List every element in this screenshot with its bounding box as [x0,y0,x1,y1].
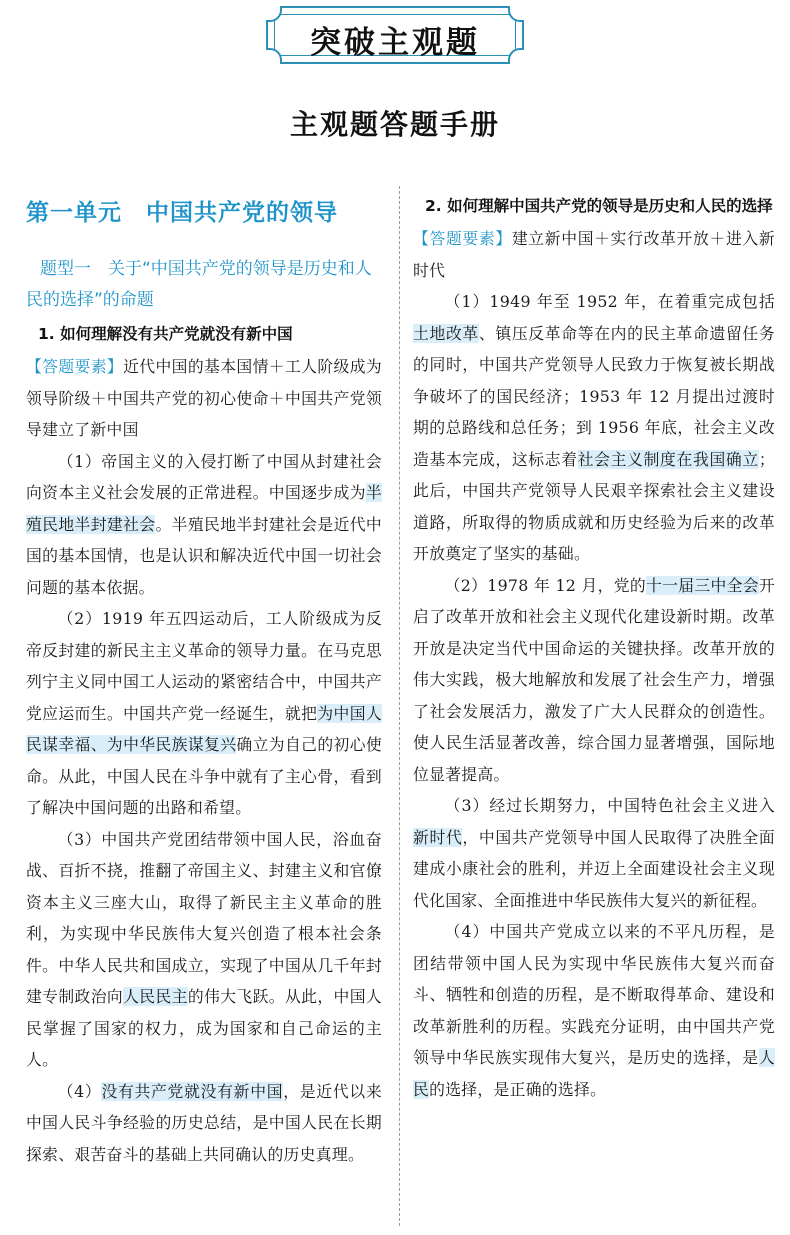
paragraph-text: ；此后，中国共产党领导人民艰辛探索社会主义建设道路，所取得的物质成就和历史经验为后来的改革开放奠定了坚实的基础。 [413,449,775,563]
paragraph-text: （3）中国共产党团结带领中国人民，浴血奋战、百折不挠，推翻了帝国主义、封建主义和官僚资本主义三座大山，取得了新民主主义革命的胜利，为实现中华民族伟大复兴创造了根本社会条件。中华人民共和国成立，实现了中国从几千年封建专制政治向 [26,829,382,1006]
paragraph-text: 的伟大飞跃。从此，中国人民掌握了国家的权力，成为国家和自己命运的主人。 [26,987,382,1069]
highlighted-keyword: 新时代 [413,827,463,847]
left-column [26,190,382,1170]
paragraph-text: （1）1949 年至 1952 年，在着重完成包括 [444,292,775,311]
highlighted-keyword: 社会主义制度在我国确立 [577,449,759,469]
paragraph-text: （2）1919 年五四运动后，工人阶级成为反帝反封建的新民主主义革命的领导力量。在马克思列宁主义同中国工人运动的紧密结合中，中国共产党应运而生。中国共产党一经诞生，就把 [26,609,382,723]
paragraph-text: 确立为自己的初心使命。从此，中国人民在斗争中就有了主心骨，看到了解决中国问题的出路和希望。 [26,735,383,817]
paragraph-text: （1）帝国主义的入侵打断了中国从封建社会向资本主义社会发展的正常进程。中国逐步成为 [26,451,382,502]
column-divider [399,186,400,1226]
section-banner [266,6,524,64]
paragraph [26,1076,382,1171]
highlighted-keyword: 人民 [413,1048,775,1099]
paragraph [413,570,775,791]
paragraph-text: （4）中国共产党成立以来的不平凡历程，是团结带领中国人民为实现中华民族伟大复兴而奋斗、牺牲和创造的历程，是不断取得革命、建设和改革新胜利的历程。实践充分证明，由中国共产党领导中华民族实现伟大复兴，是历史的选择，是 [413,922,775,1067]
paragraph-text: 、镇压反革命等在内的民主革命遗留任务的同时，中国共产党领导人民致力于恢复被长期战争破坏了的国民经济；1953 年 12 月提出过渡时期的总路线和总任务；到 1956 年底，社会主义改造基本完成，这标志着 [413,323,775,469]
paragraph-text: （3）经过长期努力，中国特色社会主义进入 [444,796,775,815]
question-title: 2. 如何理解中国共产党的领导是历史和人民的选择 [425,197,773,215]
highlighted-keyword: 十一届三中全会 [646,575,759,595]
paragraph [26,603,382,824]
answer-elements [413,223,775,286]
paragraph-text: （2）1978 年 12 月，党的 [444,575,646,595]
paragraph-text: ，中国共产党领导中国人民取得了决胜全面建成小康社会的胜利，并迈上全面建设社会主义现代化国家、全面推进中华民族伟大复兴的新征程。 [413,827,775,910]
paragraph [413,916,775,1105]
paragraph [413,790,775,916]
question-title: 1. 如何理解没有共产党就没有新中国 [38,325,293,343]
highlighted-keyword: 为中国人民谋幸福、为中华民族谋复兴 [26,703,382,754]
highlighted-keyword: 土地改革 [413,323,479,343]
unit-title: 第一单元 中国共产党的领导 [26,199,338,226]
answer-elements-text: 近代中国的基本国情＋工人阶级成为领导阶级＋中国共产党的初心使命＋中国共产党领导建立了新中国 [26,357,382,439]
highlighted-keyword: 人民民主 [123,987,188,1006]
paragraph-text: （4） [57,1081,102,1101]
answer-tag: 【答题要素】 [413,229,512,248]
paragraph [413,286,775,570]
question-type-title: 题型一 关于“中国共产党的领导是历史和人民的选择”的命题 [26,259,372,310]
highlighted-keyword: 没有共产党就没有新中国 [101,1081,284,1101]
right-column [413,190,775,1105]
banner-title: 突破主观题 [310,25,480,61]
paragraph [26,824,382,1076]
paragraph-text: 。半殖民地半封建社会是近代中国的基本国情，也是认识和解决近代中国一切社会问题的基本依据。 [26,514,382,597]
paragraph-text: 开启了改革开放和社会主义现代化建设新时期。改革开放是决定当代中国命运的关键抉择。改革开放的伟大实践，极大地解放和发展了社会生产力，增强了社会发展活力，激发了广大人民群众的创造性。使人民生活显著改善，综合国力显著增强，国际地位显著提高。 [413,575,775,784]
paragraph-text: 的选择，是正确的选择。 [429,1079,607,1099]
answer-elements-text: 建立新中国＋实行改革开放＋进入新时代 [413,229,775,280]
paragraph-text: ，是近代以来中国人民斗争经验的历史总结，是中国人民在长期探索、艰苦奋斗的基础上共同确认的历史真理。 [26,1081,382,1164]
highlighted-keyword: 半殖民地半封建社会 [26,483,382,534]
answer-elements [26,351,382,446]
page-title: 主观题答题手册 [289,108,500,141]
answer-tag: 【答题要素】 [26,357,124,376]
paragraph [26,446,382,604]
